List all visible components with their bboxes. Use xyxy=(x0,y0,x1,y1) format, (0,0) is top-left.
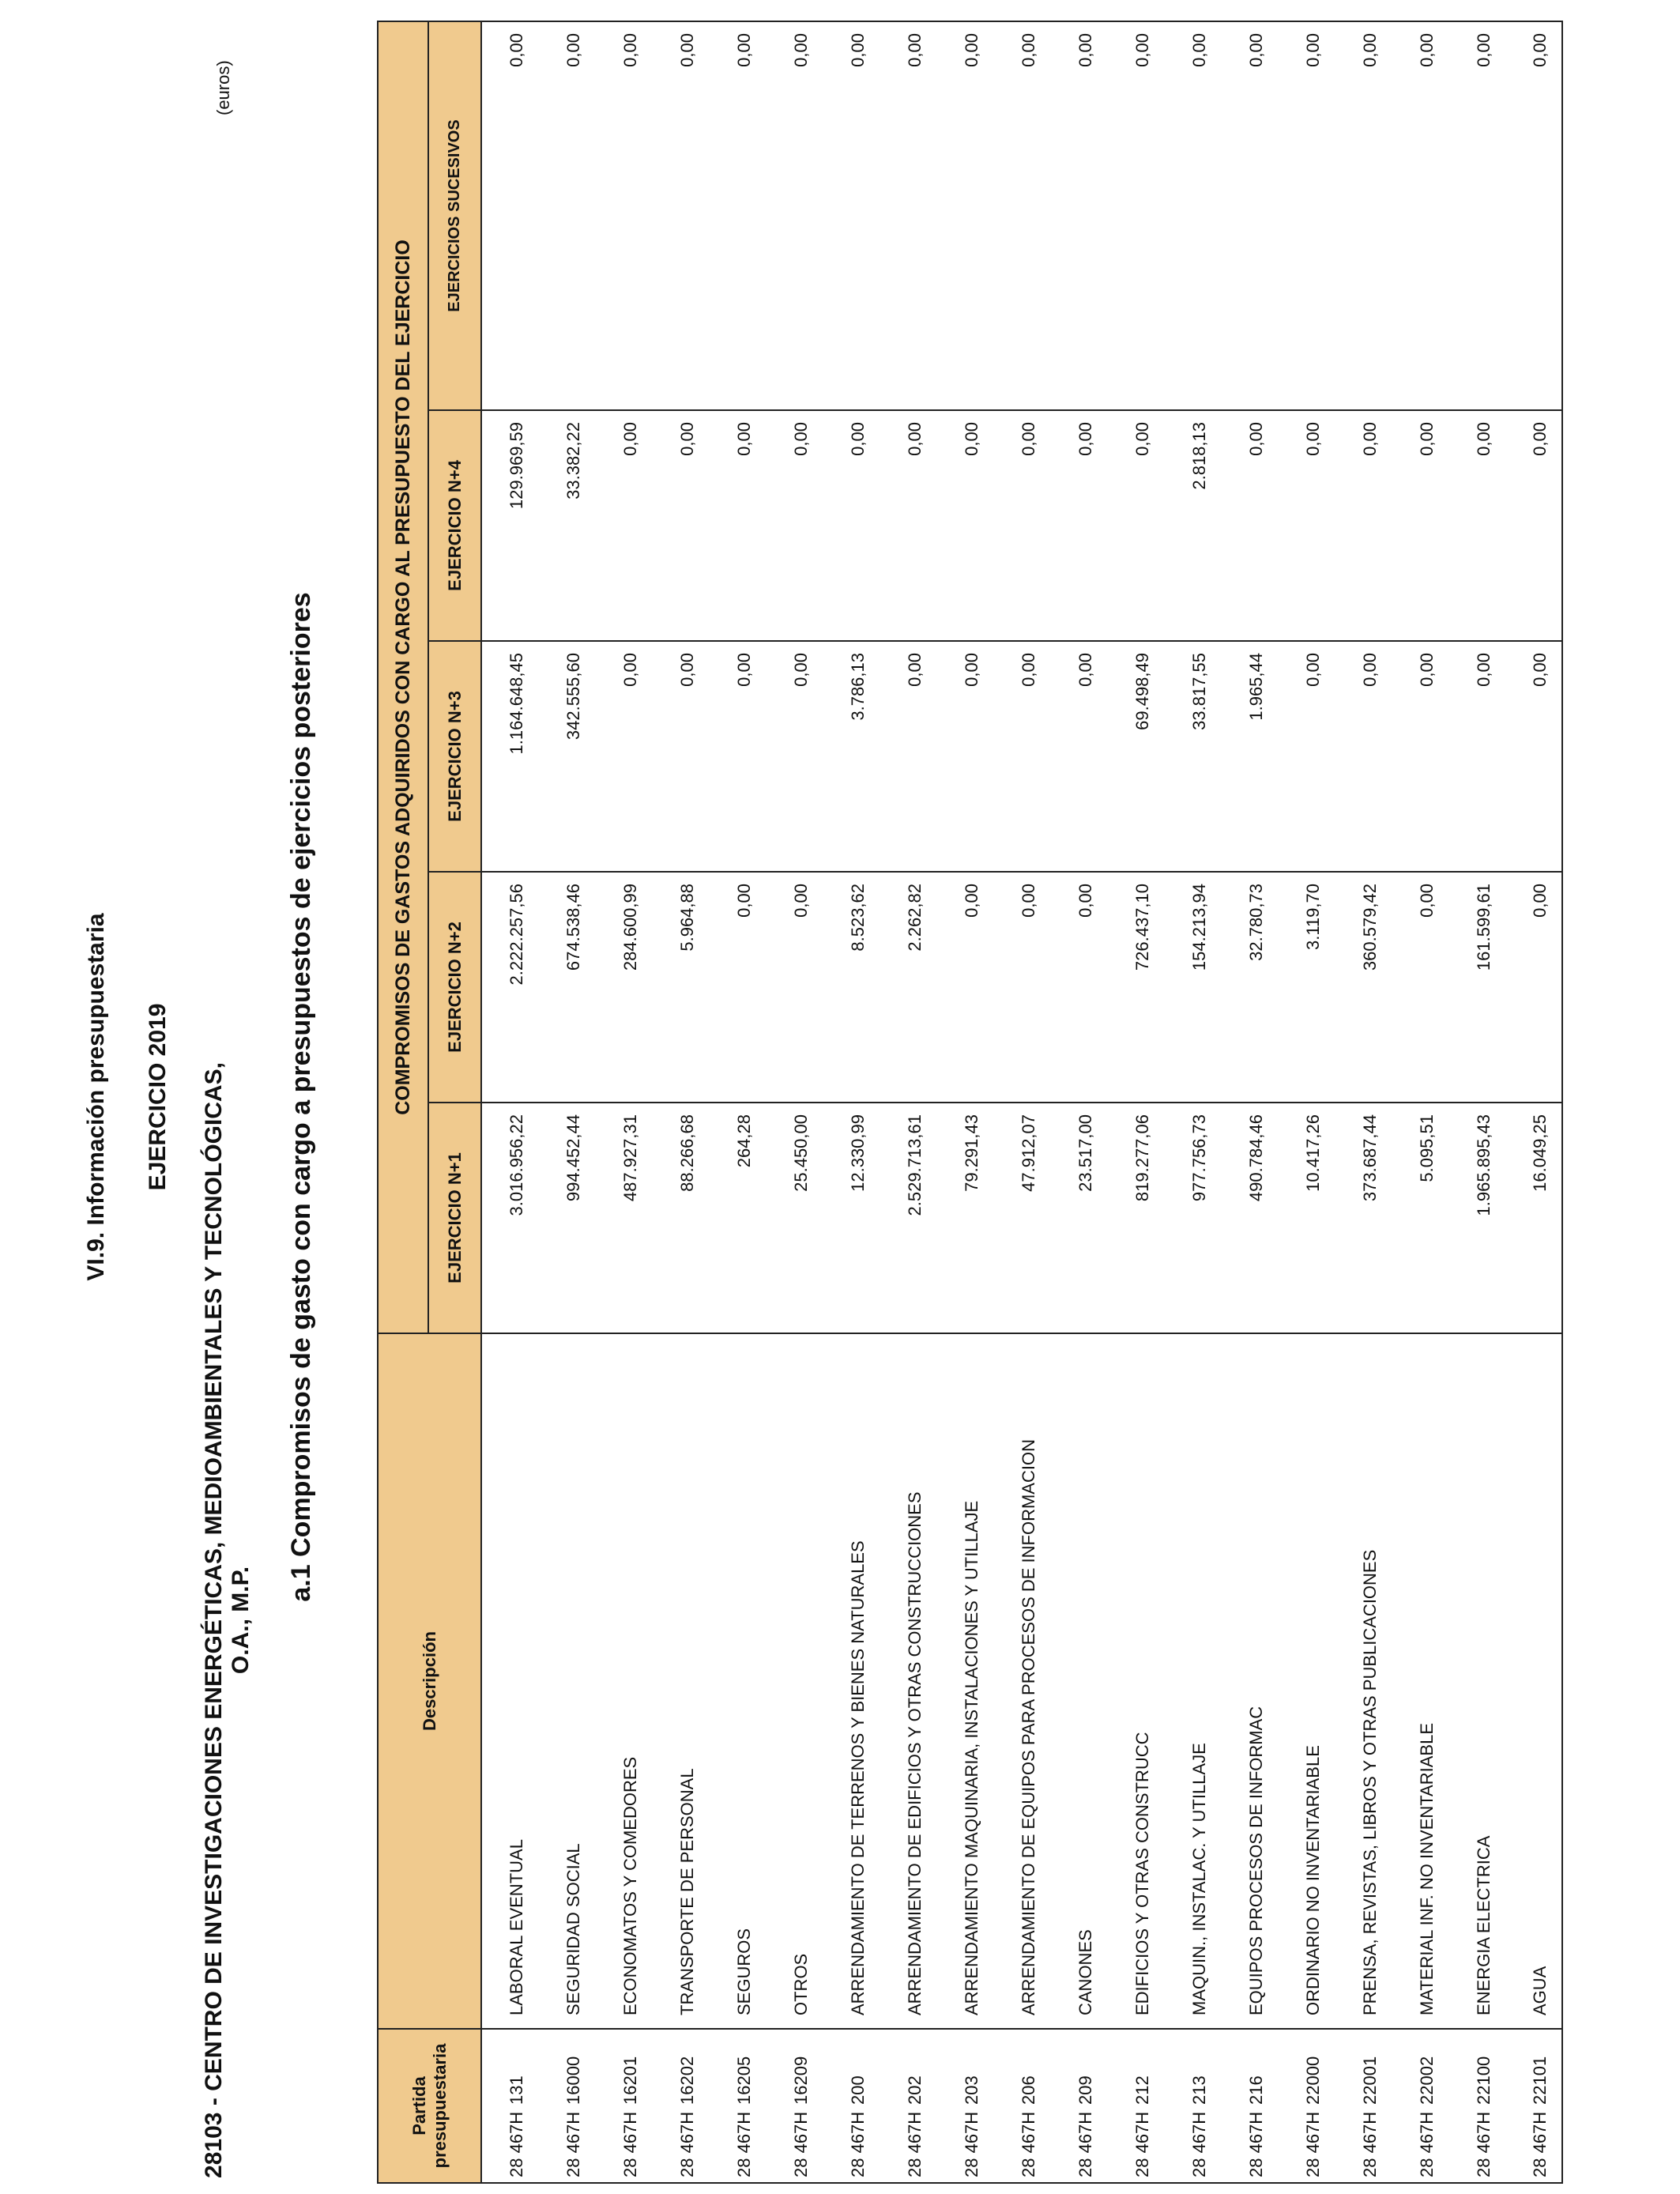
program-code: 28 467H xyxy=(1132,2111,1152,2177)
cell-partida xyxy=(1448,2029,1505,2183)
cell-partida xyxy=(1278,2029,1335,2183)
program-code: 28 467H xyxy=(1530,2111,1550,2177)
cell-descripcion: MATERIAL INF. NO INVENTARIABLE xyxy=(1392,1333,1448,2029)
subconcept-code: 203 xyxy=(962,2075,981,2105)
cell-n4: 0,00 xyxy=(1392,410,1448,641)
cell-descripcion: ARRENDAMIENTO DE TERRENOS Y BIENES NATURALES xyxy=(823,1333,880,2029)
cell-n1: 5.095,51 xyxy=(1392,1103,1448,1333)
cell-n2: 32.780,73 xyxy=(1221,872,1278,1103)
cell-sucesivos: 0,00 xyxy=(993,21,1050,410)
cell-n2: 0,00 xyxy=(766,872,823,1103)
cell-sucesivos: 0,00 xyxy=(481,21,538,410)
table-row xyxy=(481,21,538,2183)
cell-partida xyxy=(1107,2029,1164,2183)
subconcept-code: 216 xyxy=(1246,2075,1266,2105)
cell-partida xyxy=(1164,2029,1221,2183)
cell-sucesivos: 0,00 xyxy=(1278,21,1335,410)
cell-partida xyxy=(1505,2029,1562,2183)
year-title: EJERCICIO 2019 xyxy=(145,1003,171,1191)
table-row xyxy=(993,21,1050,2183)
table-row xyxy=(1335,21,1392,2183)
table-row xyxy=(880,21,936,2183)
cell-descripcion: ECONOMATOS Y COMEDORES xyxy=(595,1333,652,2029)
cell-n1: 977.756,73 xyxy=(1164,1103,1221,1333)
cell-n3: 33.817,55 xyxy=(1164,641,1221,872)
subconcept-code: 131 xyxy=(507,2075,526,2105)
cell-n4: 0,00 xyxy=(1448,410,1505,641)
cell-sucesivos: 0,00 xyxy=(1505,21,1562,410)
table-row xyxy=(1221,21,1278,2183)
subconcept-code: 16000 xyxy=(563,2056,583,2105)
cell-n2: 3.119,70 xyxy=(1278,872,1335,1103)
section-title: VI.9. Información presupuestaria xyxy=(83,913,109,1281)
cell-n4: 0,00 xyxy=(1221,410,1278,641)
col-partida-header: Partida presupuestaria xyxy=(378,2029,481,2183)
cell-n4: 0,00 xyxy=(1278,410,1335,641)
cell-n2: 2.262,82 xyxy=(880,872,936,1103)
subconcept-code: 209 xyxy=(1075,2075,1095,2105)
cell-sucesivos: 0,00 xyxy=(1050,21,1107,410)
cell-n3: 1.164.648,45 xyxy=(481,641,538,872)
cell-descripcion: MAQUIN., INSTALAC. Y UTILLAJE xyxy=(1164,1333,1221,2029)
cell-n3: 0,00 xyxy=(880,641,936,872)
table-row xyxy=(766,21,823,2183)
cell-descripcion: AGUA xyxy=(1505,1333,1562,2029)
units-label: (euros) xyxy=(213,60,233,115)
cell-sucesivos: 0,00 xyxy=(880,21,936,410)
cell-n1: 88.266,68 xyxy=(652,1103,709,1333)
subconcept-code: 22100 xyxy=(1474,2056,1494,2105)
cell-sucesivos: 0,00 xyxy=(936,21,993,410)
cell-n3: 0,00 xyxy=(595,641,652,872)
subconcept-code: 206 xyxy=(1019,2075,1038,2105)
col-n4-header: EJERCICIO N+4 xyxy=(428,410,481,641)
cell-descripcion: LABORAL EVENTUAL xyxy=(481,1333,538,2029)
cell-n1: 10.417,26 xyxy=(1278,1103,1335,1333)
cell-n1: 819.277,06 xyxy=(1107,1103,1164,1333)
cell-partida xyxy=(823,2029,880,2183)
program-code: 28 467H xyxy=(1360,2111,1380,2177)
cell-n3: 0,00 xyxy=(766,641,823,872)
program-code: 28 467H xyxy=(905,2111,925,2177)
cell-n1: 47.912,07 xyxy=(993,1103,1050,1333)
cell-sucesivos: 0,00 xyxy=(1164,21,1221,410)
cell-n1: 16.049,25 xyxy=(1505,1103,1562,1333)
col-descripcion-header: Descripción xyxy=(378,1333,481,2029)
cell-n3: 0,00 xyxy=(709,641,766,872)
entity-title-text: 28103 - CENTRO DE INVESTIGACIONES ENERGÉTICAS, MEDIOAMBIENTALES Y TECNOLÓGICAS, O.A., M.P. xyxy=(201,1062,254,2178)
cell-n2: 0,00 xyxy=(936,872,993,1103)
cell-n2: 0,00 xyxy=(993,872,1050,1103)
cell-n1: 79.291,43 xyxy=(936,1103,993,1333)
cell-n2: 284.600,99 xyxy=(595,872,652,1103)
cell-n2: 0,00 xyxy=(1505,872,1562,1103)
cell-n1: 23.517,00 xyxy=(1050,1103,1107,1333)
cell-descripcion: ORDINARIO NO INVENTARIABLE xyxy=(1278,1333,1335,2029)
program-code: 28 467H xyxy=(791,2111,811,2177)
cell-sucesivos: 0,00 xyxy=(595,21,652,410)
cell-n4: 0,00 xyxy=(1335,410,1392,641)
program-code: 28 467H xyxy=(848,2111,868,2177)
subconcept-code: 22002 xyxy=(1417,2056,1437,2105)
cell-n4: 0,00 xyxy=(880,410,936,641)
cell-n2: 360.579,42 xyxy=(1335,872,1392,1103)
cell-partida xyxy=(1392,2029,1448,2183)
cell-n3: 0,00 xyxy=(993,641,1050,872)
cell-descripcion: OTROS xyxy=(766,1333,823,2029)
cell-partida xyxy=(709,2029,766,2183)
cell-descripcion: ENERGIA ELECTRICA xyxy=(1448,1333,1505,2029)
cell-n4: 0,00 xyxy=(595,410,652,641)
table-body xyxy=(481,21,1562,2183)
cell-n2: 0,00 xyxy=(1050,872,1107,1103)
cell-n4: 0,00 xyxy=(766,410,823,641)
cell-sucesivos: 0,00 xyxy=(1107,21,1164,410)
table-row xyxy=(1392,21,1448,2183)
program-code: 28 467H xyxy=(1246,2111,1266,2177)
cell-n1: 373.687,44 xyxy=(1335,1103,1392,1333)
subconcept-code: 200 xyxy=(848,2075,868,2105)
cell-n4: 0,00 xyxy=(1505,410,1562,641)
table-row xyxy=(936,21,993,2183)
table-row xyxy=(823,21,880,2183)
col-n1-header: EJERCICIO N+1 xyxy=(428,1103,481,1333)
cell-partida xyxy=(993,2029,1050,2183)
cell-sucesivos: 0,00 xyxy=(709,21,766,410)
cell-n3: 0,00 xyxy=(936,641,993,872)
table-row xyxy=(538,21,595,2183)
cell-n2: 0,00 xyxy=(709,872,766,1103)
cell-n3: 1.965,44 xyxy=(1221,641,1278,872)
cell-n1: 490.784,46 xyxy=(1221,1103,1278,1333)
cell-descripcion: CANONES xyxy=(1050,1333,1107,2029)
cell-n3: 0,00 xyxy=(652,641,709,872)
subconcept-code: 16202 xyxy=(677,2056,697,2105)
cell-n1: 2.529.713,61 xyxy=(880,1103,936,1333)
table-row xyxy=(652,21,709,2183)
entity-title xyxy=(201,0,254,2193)
cell-sucesivos: 0,00 xyxy=(1448,21,1505,410)
cell-partida xyxy=(481,2029,538,2183)
cell-n4: 0,00 xyxy=(1050,410,1107,641)
cell-n1: 1.965.895,43 xyxy=(1448,1103,1505,1333)
table-subtitle: a.1 Compromisos de gasto con cargo a presupuestos de ejercicios posteriores xyxy=(286,592,316,1602)
cell-descripcion: ARRENDAMIENTO DE EQUIPOS PARA PROCESOS DE INFORMACION xyxy=(993,1333,1050,2029)
cell-sucesivos: 0,00 xyxy=(652,21,709,410)
cell-descripcion: ARRENDAMIENTO DE EDIFICIOS Y OTRAS CONSTRUCCIONES xyxy=(880,1333,936,2029)
cell-partida xyxy=(1335,2029,1392,2183)
cell-n3: 0,00 xyxy=(1335,641,1392,872)
program-code: 28 467H xyxy=(1303,2111,1323,2177)
cell-n4: 0,00 xyxy=(936,410,993,641)
cell-descripcion: SEGUROS xyxy=(709,1333,766,2029)
cell-n4: 129.969,59 xyxy=(481,410,538,641)
cell-descripcion: EQUIPOS PROCESOS DE INFORMAC xyxy=(1221,1333,1278,2029)
col-n2-header: EJERCICIO N+2 xyxy=(428,872,481,1103)
cell-n3: 342.555,60 xyxy=(538,641,595,872)
cell-n3: 69.498,49 xyxy=(1107,641,1164,872)
cell-n4: 2.818,13 xyxy=(1164,410,1221,641)
cell-sucesivos: 0,00 xyxy=(823,21,880,410)
cell-partida xyxy=(936,2029,993,2183)
cell-descripcion: EDIFICIOS Y OTRAS CONSTRUCC xyxy=(1107,1333,1164,2029)
cell-descripcion: PRENSA, REVISTAS, LIBROS Y OTRAS PUBLICACIONES xyxy=(1335,1333,1392,2029)
cell-n3: 0,00 xyxy=(1448,641,1505,872)
subconcept-code: 16209 xyxy=(791,2056,811,2105)
program-code: 28 467H xyxy=(1075,2111,1095,2177)
cell-sucesivos: 0,00 xyxy=(1221,21,1278,410)
commitments-table xyxy=(377,21,1563,2184)
cell-n3: 0,00 xyxy=(1278,641,1335,872)
subconcept-code: 22101 xyxy=(1530,2056,1550,2105)
subconcept-code: 22000 xyxy=(1303,2056,1323,2105)
program-code: 28 467H xyxy=(734,2111,754,2177)
cell-n3: 0,00 xyxy=(1392,641,1448,872)
cell-n4: 0,00 xyxy=(652,410,709,641)
cell-n2: 726.437,10 xyxy=(1107,872,1164,1103)
cell-partida xyxy=(538,2029,595,2183)
program-code: 28 467H xyxy=(1417,2111,1437,2177)
subconcept-code: 16201 xyxy=(620,2056,640,2105)
cell-n4: 33.382,22 xyxy=(538,410,595,641)
cell-n4: 0,00 xyxy=(993,410,1050,641)
cell-partida xyxy=(1221,2029,1278,2183)
table-row xyxy=(1505,21,1562,2183)
program-code: 28 467H xyxy=(507,2111,526,2177)
subconcept-code: 212 xyxy=(1132,2075,1152,2105)
col-n3-header: EJERCICIO N+3 xyxy=(428,641,481,872)
table-row xyxy=(1050,21,1107,2183)
table-row xyxy=(1278,21,1335,2183)
cell-n2: 154.213,94 xyxy=(1164,872,1221,1103)
cell-n2: 8.523,62 xyxy=(823,872,880,1103)
table-row xyxy=(595,21,652,2183)
cell-sucesivos: 0,00 xyxy=(538,21,595,410)
cell-descripcion: ARRENDAMIENTO MAQUINARIA, INSTALACIONES Y UTILLAJE xyxy=(936,1333,993,2029)
table-row xyxy=(1164,21,1221,2183)
cell-sucesivos: 0,00 xyxy=(1335,21,1392,410)
cell-n2: 674.538,46 xyxy=(538,872,595,1103)
cell-sucesivos: 0,00 xyxy=(766,21,823,410)
program-code: 28 467H xyxy=(677,2111,697,2177)
cell-n4: 0,00 xyxy=(823,410,880,641)
subconcept-code: 202 xyxy=(905,2075,925,2105)
program-code: 28 467H xyxy=(962,2111,981,2177)
cell-n4: 0,00 xyxy=(1107,410,1164,641)
cell-n1: 994.452,44 xyxy=(538,1103,595,1333)
cell-partida xyxy=(880,2029,936,2183)
cell-n3: 0,00 xyxy=(1505,641,1562,872)
cell-partida xyxy=(766,2029,823,2183)
program-code: 28 467H xyxy=(620,2111,640,2177)
cell-partida xyxy=(1050,2029,1107,2183)
subconcept-code: 213 xyxy=(1189,2075,1209,2105)
program-code: 28 467H xyxy=(1189,2111,1209,2177)
cell-descripcion: SEGURIDAD SOCIAL xyxy=(538,1333,595,2029)
cell-descripcion: TRANSPORTE DE PERSONAL xyxy=(652,1333,709,2029)
cell-n2: 2.222.257,56 xyxy=(481,872,538,1103)
subconcept-code: 16205 xyxy=(734,2056,754,2105)
cell-n1: 12.330,99 xyxy=(823,1103,880,1333)
cell-n2: 0,00 xyxy=(1392,872,1448,1103)
cell-n1: 487.927,31 xyxy=(595,1103,652,1333)
cell-partida xyxy=(652,2029,709,2183)
cell-n1: 264,28 xyxy=(709,1103,766,1333)
program-code: 28 467H xyxy=(1019,2111,1038,2177)
program-code: 28 467H xyxy=(563,2111,583,2177)
cell-sucesivos: 0,00 xyxy=(1392,21,1448,410)
group-header: COMPROMISOS DE GASTOS ADQUIRIDOS CON CARGO AL PRESUPUESTO DEL EJERCICIO xyxy=(378,21,428,1333)
col-sucesivos-header: EJERCICIOS SUCESIVOS xyxy=(428,21,481,410)
subconcept-code: 22001 xyxy=(1360,2056,1380,2105)
cell-n2: 5.964,88 xyxy=(652,872,709,1103)
cell-n3: 0,00 xyxy=(1050,641,1107,872)
cell-n1: 3.016.956,22 xyxy=(481,1103,538,1333)
table-row xyxy=(709,21,766,2183)
cell-n3: 3.786,13 xyxy=(823,641,880,872)
cell-partida xyxy=(595,2029,652,2183)
cell-n1: 25.450,00 xyxy=(766,1103,823,1333)
table-row xyxy=(1107,21,1164,2183)
program-code: 28 467H xyxy=(1474,2111,1494,2177)
cell-n4: 0,00 xyxy=(709,410,766,641)
cell-n2: 161.599,61 xyxy=(1448,872,1505,1103)
table-row xyxy=(1448,21,1505,2183)
